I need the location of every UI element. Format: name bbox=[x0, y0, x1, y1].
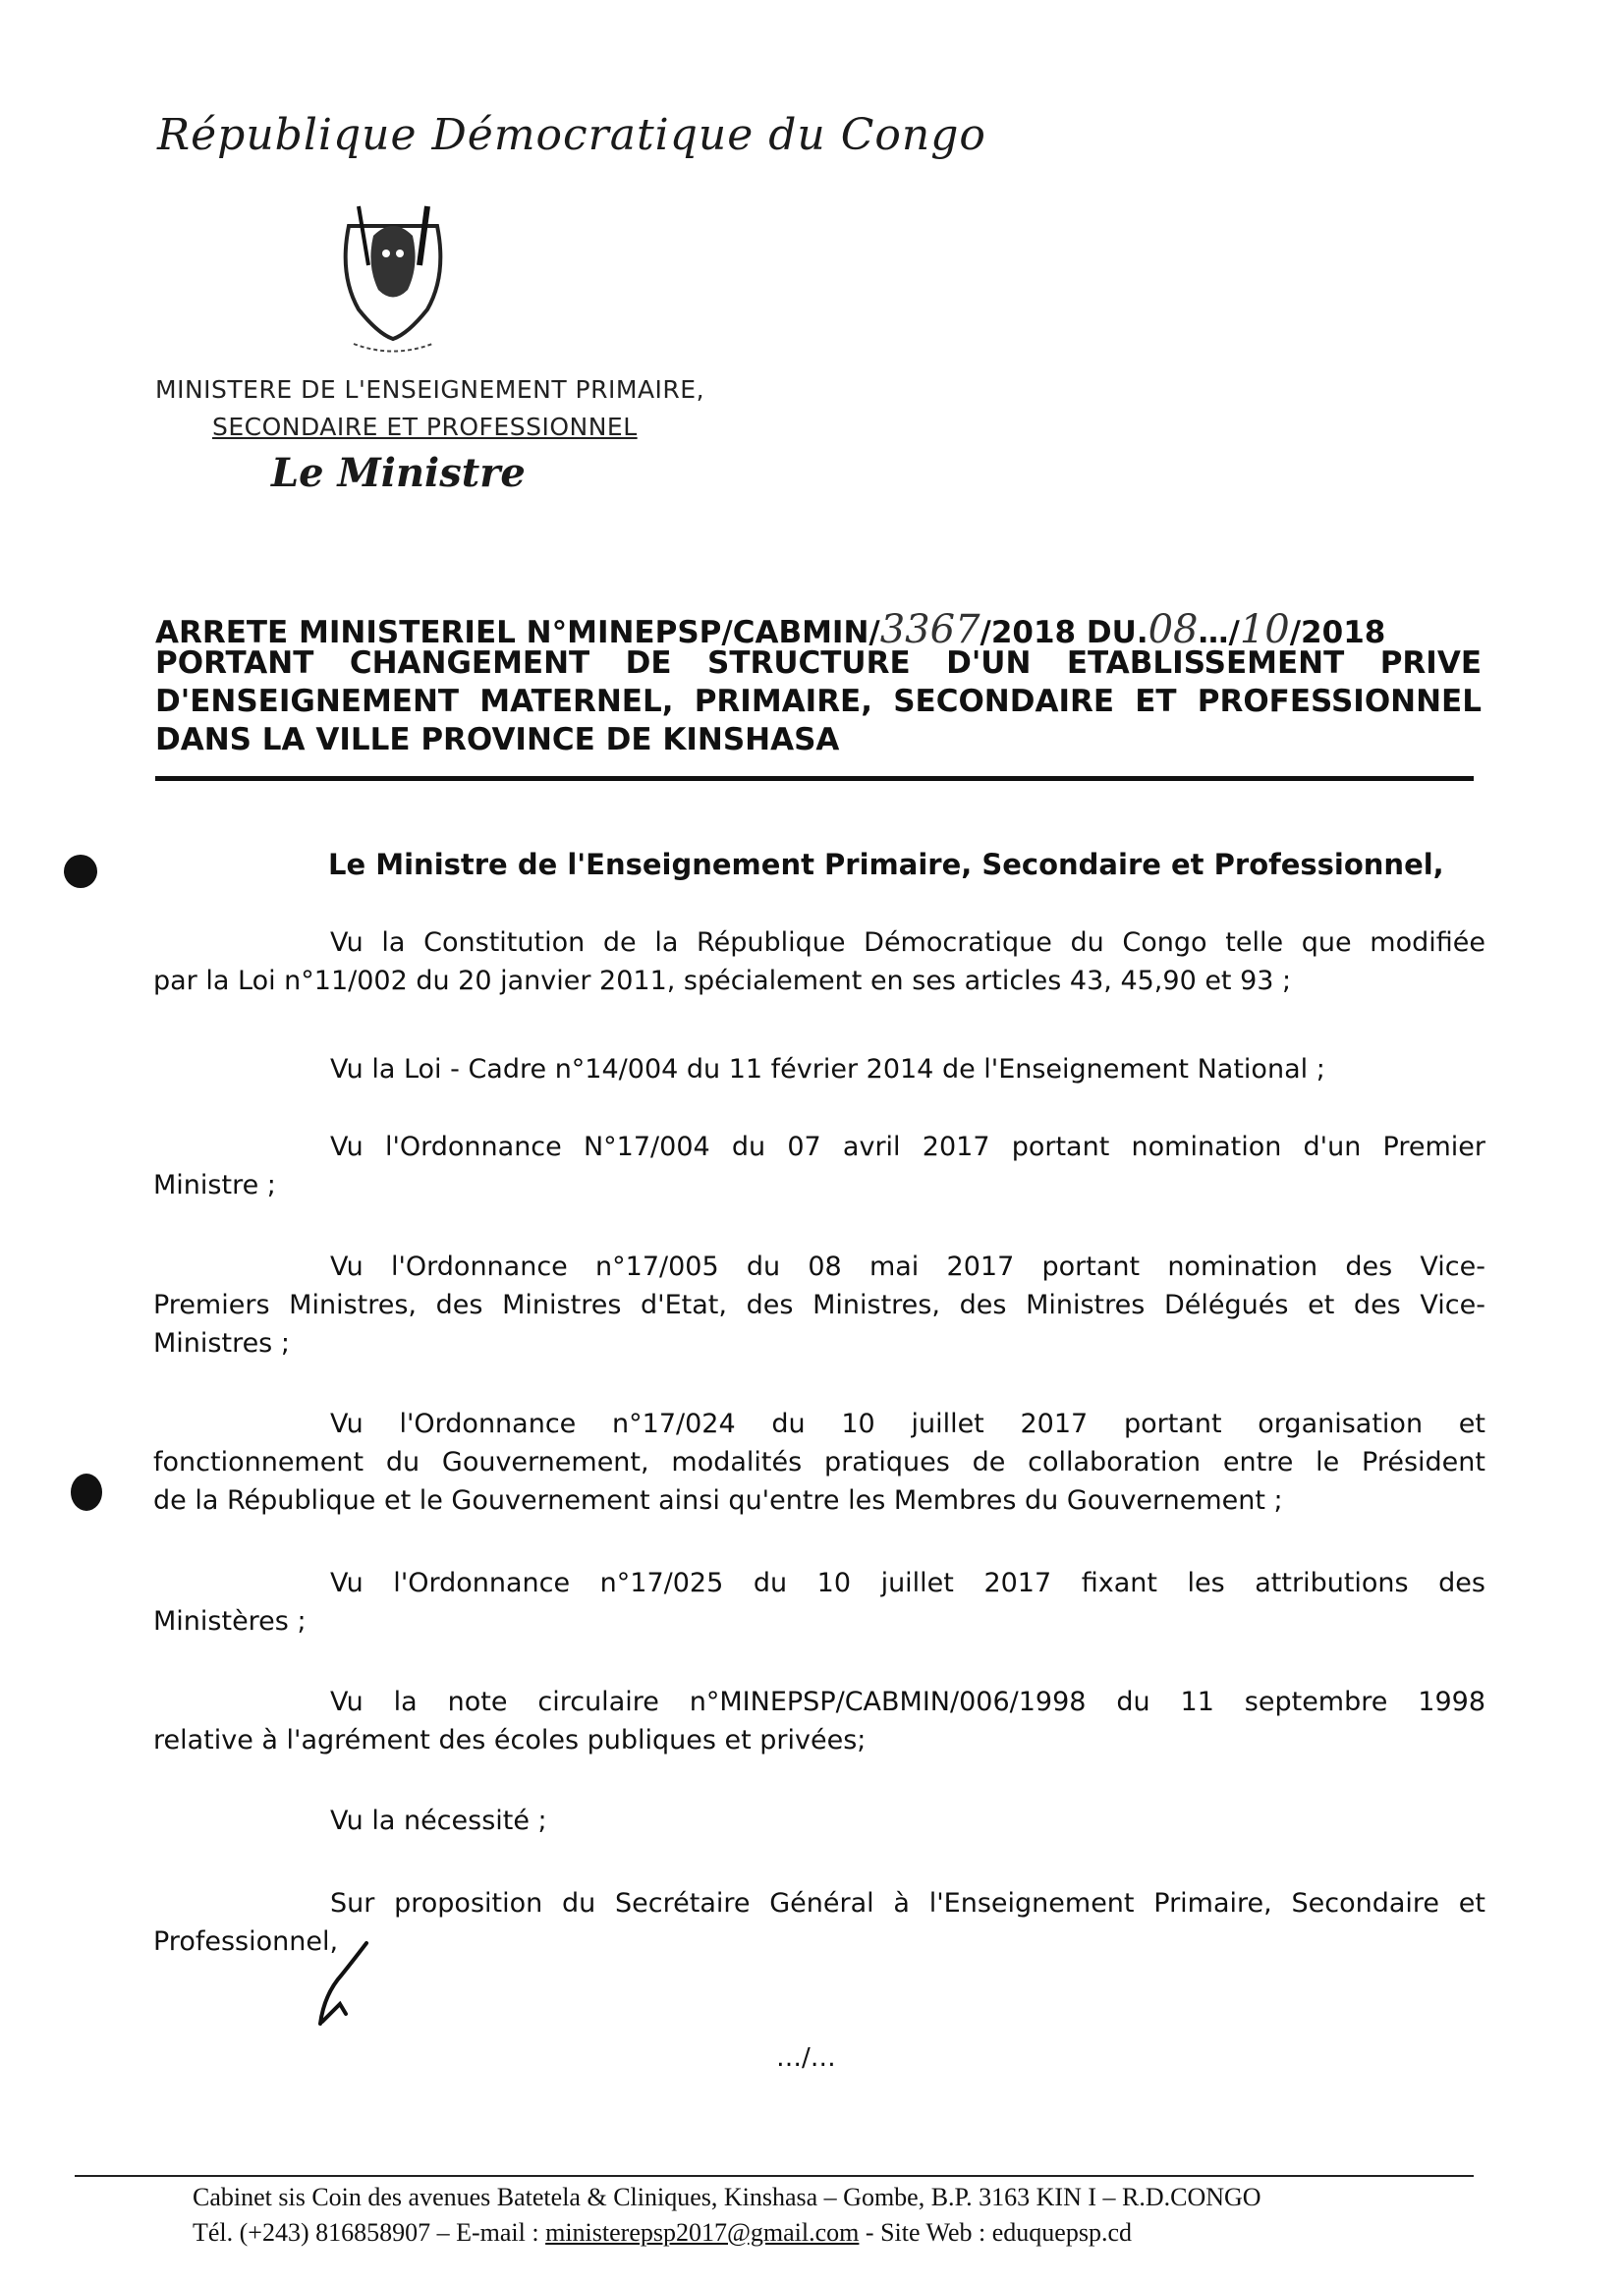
handwritten-day: 08 bbox=[1148, 607, 1199, 652]
recital-framework-law bbox=[153, 1050, 1485, 1088]
recital-necessity bbox=[153, 1802, 1485, 1840]
title-divider bbox=[155, 776, 1474, 781]
recital-line: Vu l'Ordonnance n°17/024 du 10 juillet 2017 portant organisation et bbox=[330, 1409, 1485, 1439]
recital-line: Ministre ; bbox=[153, 1170, 276, 1200]
footer-phone: Tél. (+243) 816858907 – E-mail : bbox=[193, 2218, 546, 2247]
handwritten-month: 10 bbox=[1239, 607, 1290, 652]
recital-line: Premiers Ministres, des Ministres d'Etat, des Ministres, des Ministres Délégués et des Vice- bbox=[153, 1290, 1485, 1320]
recital-circular-note bbox=[153, 1683, 1485, 1759]
decree-year-separator: /2018 DU. bbox=[980, 615, 1148, 650]
decree-title-line2: PORTANT CHANGEMENT DE STRUCTURE D'UN ETABLISSEMENT PRIVE bbox=[155, 645, 1482, 681]
recital-line: Vu la Loi - Cadre n°14/004 du 11 février 2014 de l'Enseignement National ; bbox=[330, 1054, 1325, 1085]
recital-line: Professionnel, bbox=[153, 1926, 339, 1957]
recital-ordinance-ministers bbox=[153, 1248, 1485, 1363]
recital-ordinance-attributions bbox=[153, 1564, 1485, 1641]
footer-address: Cabinet sis Coin des avenues Batetela & Cliniques, Kinshasa – Gombe, B.P. 3163 KIN I – R.D.CONGO bbox=[193, 2183, 1261, 2211]
recital-line: de la République et le Gouvernement ainsi qu'entre les Membres du Gouvernement ; bbox=[153, 1485, 1283, 1516]
recital-ordinance-government bbox=[153, 1405, 1485, 1520]
ministry-name-line1: MINISTERE DE L'ENSEIGNEMENT PRIMAIRE, bbox=[155, 375, 705, 404]
country-heading: République Démocratique du Congo bbox=[157, 110, 986, 160]
decree-title-line3: D'ENSEIGNEMENT MATERNEL, PRIMAIRE, SECONDAIRE ET PROFESSIONNEL bbox=[155, 684, 1482, 719]
page-continuation-mark: …/… bbox=[776, 2043, 836, 2073]
recital-line: fonctionnement du Gouvernement, modalités pratiques de collaboration entre le Président bbox=[153, 1447, 1485, 1477]
recital-line: Vu la Constitution de la République Démocratique du Congo telle que modifiée bbox=[330, 927, 1485, 958]
minister-title: Le Ministre bbox=[271, 450, 526, 496]
recital-line: Vu la note circulaire n°MINEPSP/CABMIN/006/1998 du 11 septembre 1998 bbox=[330, 1687, 1485, 1717]
punch-hole-mark bbox=[71, 1474, 102, 1511]
footer-contact bbox=[193, 2218, 1132, 2248]
recital-line: Ministères ; bbox=[153, 1606, 307, 1637]
coat-of-arms-emblem bbox=[329, 196, 457, 363]
recital-line: Vu l'Ordonnance n°17/005 du 08 mai 2017 portant nomination des Vice- bbox=[330, 1252, 1485, 1282]
recital-line: Ministres ; bbox=[153, 1328, 290, 1359]
handwritten-initials-mark bbox=[312, 1935, 391, 2029]
punch-hole-mark bbox=[64, 855, 97, 888]
ministry-name-line2: SECONDAIRE ET PROFESSIONNEL bbox=[212, 413, 638, 441]
handwritten-decree-number: 3367 bbox=[879, 607, 980, 652]
recital-line: Sur proposition du Secrétaire Général à l'Enseignement Primaire, Secondaire et bbox=[330, 1888, 1485, 1919]
footer-website: - Site Web : eduquepsp.cd bbox=[859, 2218, 1133, 2247]
preamble-heading: Le Ministre de l'Enseignement Primaire, Secondaire et Professionnel, bbox=[328, 848, 1444, 881]
date-separator: …/ bbox=[1198, 615, 1240, 650]
recital-line: Vu l'Ordonnance n°17/025 du 10 juillet 2017 fixant les attributions des bbox=[330, 1568, 1485, 1598]
footer-divider bbox=[75, 2175, 1474, 2177]
decree-date-year: /2018 bbox=[1289, 615, 1386, 650]
recital-line: Vu la nécessité ; bbox=[330, 1806, 547, 1836]
recital-ordinance-prime-minister bbox=[153, 1128, 1485, 1204]
recital-line: relative à l'agrément des écoles publiques et privées; bbox=[153, 1725, 867, 1755]
recital-line: Vu l'Ordonnance N°17/004 du 07 avril 2017 portant nomination d'un Premier bbox=[330, 1132, 1485, 1162]
recital-constitution bbox=[153, 923, 1485, 1000]
footer-email-link[interactable]: ministerepsp2017@gmail.com bbox=[545, 2218, 860, 2247]
recital-line: par la Loi n°11/002 du 20 janvier 2011, spécialement en ses articles 43, 45,90 et 93 ; bbox=[153, 966, 1292, 996]
decree-title-line4: DANS LA VILLE PROVINCE DE KINSHASA bbox=[155, 722, 840, 757]
decree-number-prefix: ARRETE MINISTERIEL N°MINEPSP/CABMIN/ bbox=[155, 615, 880, 650]
